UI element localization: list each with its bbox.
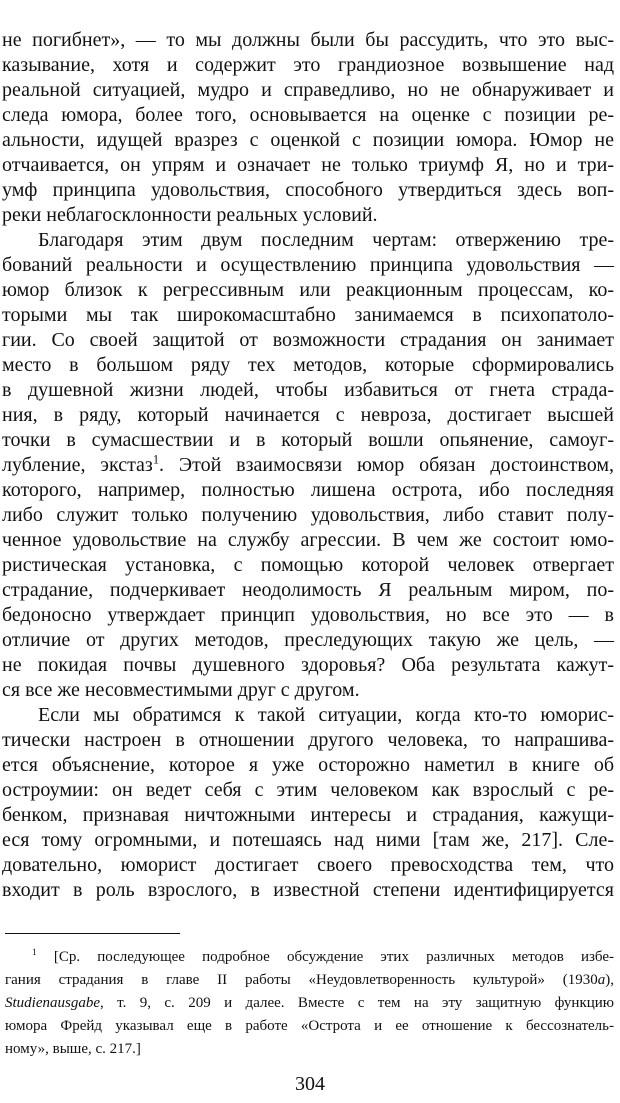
- text-line: следа юмора, более того, основывается на оценке с позиции ре-: [2, 104, 614, 126]
- text-line: бований реальности и осуществлению принципа удовольствия —: [2, 254, 614, 276]
- text-line: страдание, подчеркивает неодолимость Я реальным миром, по-: [2, 579, 614, 601]
- text-line: гии. Со своей защитой от возможности страдания он занимает: [2, 329, 614, 351]
- text-line: в душевной жизни людей, чтобы избавиться от гнета страда-: [2, 379, 614, 401]
- text-line: ристическая установка, с помощью которой человек отвергает: [2, 554, 614, 576]
- text-line: которого, например, полностью лишена острота, ибо последняя: [2, 479, 614, 501]
- text-line: альности, идущей вразрез с оценкой с позиции юмора. Юмор не: [2, 129, 614, 151]
- paragraph-first-line: Благодаря этим двум последним чертам: отвержению тре-: [38, 229, 614, 251]
- text-line: бенком, признавая ничтожными интересы и страдания, кажущи-: [2, 804, 614, 826]
- text-line: реки неблагосклонности реальных условий.: [2, 204, 378, 226]
- footnote-divider: [5, 933, 180, 934]
- text-line: тически настроен в отношении другого человека, то напрашива-: [2, 729, 614, 751]
- text-segment: . Этой взаимосвязи юмор обязан достоинством,: [159, 454, 614, 476]
- text-line: [2, 453, 614, 477]
- text-line: юмор близок к регрессивным или реакционным процессам, ко-: [2, 279, 614, 301]
- text-line: ся все же несовместимыми друг с другом.: [2, 679, 360, 701]
- text-segment: лубление, экстаз: [2, 454, 153, 476]
- text-segment: , т. 9, с. 209 и далее. Вместе с тем на эту защитную функцию: [100, 995, 614, 1011]
- footnote-line: [32, 946, 614, 968]
- text-line: ченное удовольствие на службу агрессии. В чем же состоит юмо-: [2, 529, 614, 551]
- text-segment: ),: [605, 972, 614, 988]
- text-line: умф принципа удовольствия, способного утвердиться здесь воп-: [2, 179, 614, 201]
- text-line: отличие от других методов, преследующих такую же цель, —: [2, 629, 614, 651]
- paragraph-first-line: Если мы обратимся к такой ситуации, когда кто-то юморис-: [38, 704, 614, 726]
- text-segment: [Ср. последующее подробное обсуждение этих различных методов избе-: [53, 949, 615, 965]
- text-segment: гания страдания в главе II работы «Неудовлетворенность культурой» (1930: [5, 972, 598, 988]
- text-line: точки в сумасшествии и в который вошли опьянение, самоуг-: [2, 429, 614, 451]
- text-segment: a: [597, 972, 606, 988]
- text-line: еся тому огромными, и потешаясь над ними [там же, 217]. Сле-: [2, 829, 614, 851]
- text-line: либо служит только получению удовольствия, либо ставит полу-: [2, 504, 614, 526]
- text-line: не погибнет», — то мы должны были бы рассудить, что это выс-: [2, 29, 614, 51]
- footnote-line: ному», выше, с. 217.]: [5, 1041, 141, 1057]
- text-line: ется объяснение, которое я уже осторожно наметил в книге об: [2, 754, 614, 776]
- text-line: не покидая почвы душевного здоровья? Оба результата кажут-: [2, 654, 614, 676]
- footnote-line: [5, 969, 614, 991]
- text-line: входит в роль взрослого, в известной степени идентифицируется: [2, 879, 614, 901]
- text-line: довательно, юморист достигает своего превосходства тем, что: [2, 854, 614, 876]
- text-line: ния, в ряду, который начинается с невроза, достигает высшей: [2, 404, 614, 426]
- footnote-marker: 1: [32, 948, 37, 958]
- text-segment: Studienausgabe: [5, 995, 100, 1011]
- text-line: отчаивается, он упрям и означает не только триумф Я, но и три-: [2, 154, 614, 176]
- page-number: 304: [295, 1073, 325, 1095]
- text-line: место в большом ряду тех методов, которые сформировались: [2, 354, 614, 376]
- text-line: бедоносно утверждает принцип удовольствия, но все это — в: [2, 604, 614, 626]
- footnote-line: [5, 992, 614, 1014]
- text-line: реальной ситуацией, мудро и справедливо, но не обнаруживает и: [2, 79, 614, 101]
- text-line: торыми мы так широкомасштабно занимаемся в психопатоло-: [2, 304, 614, 326]
- footnote-line: юмора Фрейд указывал еще в работе «Острота и ее отношение к бессознатель-: [5, 1018, 614, 1034]
- footnote-reference: 1: [152, 452, 160, 467]
- text-line: казывание, хотя и содержит это грандиозное возвышение над: [2, 54, 614, 76]
- text-line: остроумии: он ведет себя с этим человеком как взрослый с ре-: [2, 779, 614, 801]
